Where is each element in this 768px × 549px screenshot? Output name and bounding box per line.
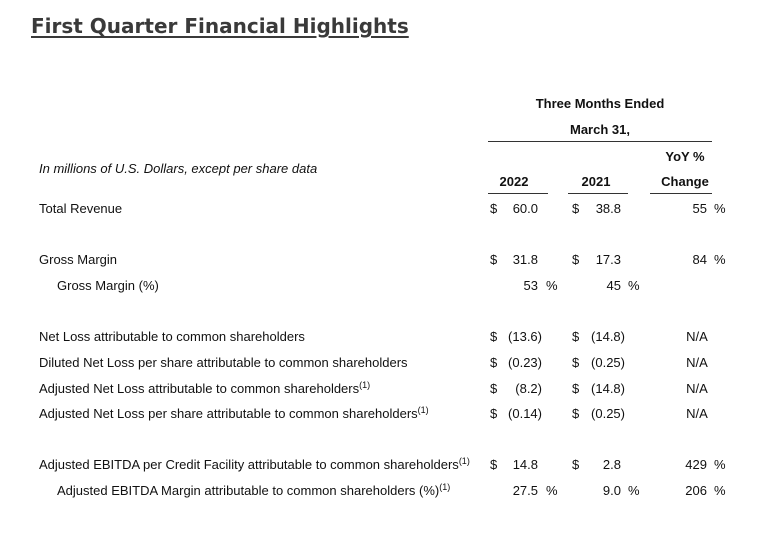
value-2021: 45 <box>606 278 621 293</box>
yoy-value: 55 <box>692 201 707 216</box>
percent-2022: % <box>546 483 558 498</box>
yoy-percent: % <box>714 201 726 216</box>
row-label-diluted-net-loss-per-share: Diluted Net Loss per share attributable to common shareholders <box>39 355 408 370</box>
footnote-marker: (1) <box>417 405 429 415</box>
value-2022: (8.2) <box>515 381 542 396</box>
currency-2022: $ <box>490 201 498 216</box>
currency-2022: $ <box>490 329 498 344</box>
currency-2021: $ <box>572 252 580 267</box>
value-2021: 9.0 <box>602 483 621 498</box>
yoy-header-line2: Change <box>661 174 709 189</box>
footnote-marker: (1) <box>458 456 470 466</box>
value-2021: 38.8 <box>595 201 621 216</box>
percent-2021: % <box>628 278 640 293</box>
yoy-header-line1: YoY % <box>665 149 705 164</box>
yoy-value: 429 <box>685 457 707 472</box>
value-2022: (0.14) <box>508 406 542 421</box>
currency-2021: $ <box>572 355 580 370</box>
value-2021: 2.8 <box>602 457 621 472</box>
row-label-gross-margin-pct: Gross Margin (%) <box>57 278 159 293</box>
column-header-2021: 2021 <box>581 174 611 189</box>
yoy-value: N/A <box>686 406 708 421</box>
period-header-line1: Three Months Ended <box>535 96 665 111</box>
yoy-value: 84 <box>692 252 707 267</box>
column-rule-2021 <box>568 193 628 194</box>
currency-2022: $ <box>490 355 498 370</box>
yoy-value: N/A <box>686 329 708 344</box>
row-label-adjusted-net-loss: Adjusted Net Loss attributable to common shareholders$^{(1)}$ <box>39 380 371 396</box>
row-label-net-loss: Net Loss attributable to common shareholders <box>39 329 305 344</box>
currency-2022: $ <box>490 406 498 421</box>
value-2022: 14.8 <box>512 457 538 472</box>
value-2022: 27.5 <box>512 483 538 498</box>
value-2021: (14.8) <box>591 381 625 396</box>
yoy-percent: % <box>714 457 726 472</box>
currency-2021: $ <box>572 381 580 396</box>
period-header-rule <box>488 141 712 142</box>
footnote-marker: (1) <box>359 380 371 390</box>
value-2021: 17.3 <box>595 252 621 267</box>
footnote-marker: (1) <box>439 482 451 492</box>
currency-2022: $ <box>490 457 498 472</box>
row-label-adjusted-net-loss-per-share: Adjusted Net Loss per share attributable to common shareholders$^{(1)}$ <box>39 405 429 421</box>
units-note: In millions of U.S. Dollars, except per share data <box>39 161 318 176</box>
percent-2022: % <box>546 278 558 293</box>
value-2022: 60.0 <box>512 201 538 216</box>
value-2021: (0.25) <box>591 355 625 370</box>
currency-2022: $ <box>490 252 498 267</box>
yoy-value: N/A <box>686 381 708 396</box>
yoy-value: 206 <box>685 483 707 498</box>
currency-2022: $ <box>490 381 498 396</box>
value-2022: (13.6) <box>508 329 542 344</box>
value-2022: (0.23) <box>508 355 542 370</box>
percent-2021: % <box>628 483 640 498</box>
yoy-value: N/A <box>686 355 708 370</box>
currency-2021: $ <box>572 406 580 421</box>
row-label-total-revenue: Total Revenue <box>39 201 123 216</box>
value-2022: 53 <box>523 278 538 293</box>
currency-2021: $ <box>572 329 580 344</box>
yoy-percent: % <box>714 252 726 267</box>
column-header-2022: 2022 <box>499 174 529 189</box>
row-label-adjusted-ebitda-margin: Adjusted EBITDA Margin attributable to common shareholders (%)$^{(1)}$ <box>57 482 451 498</box>
column-rule-yoy <box>650 193 712 194</box>
yoy-percent: % <box>714 483 726 498</box>
currency-2021: $ <box>572 201 580 216</box>
currency-2021: $ <box>572 457 580 472</box>
row-label-adjusted-ebitda: Adjusted EBITDA per Credit Facility attributable to common shareholders$^{(1)}$ <box>39 456 470 472</box>
value-2022: 31.8 <box>512 252 538 267</box>
period-header-line2: March 31, <box>570 122 630 137</box>
page-title: First Quarter Financial Highlights <box>31 14 409 38</box>
value-2021: (14.8) <box>591 329 625 344</box>
value-2021: (0.25) <box>591 406 625 421</box>
column-rule-2022 <box>488 193 548 194</box>
row-label-gross-margin: Gross Margin <box>39 252 118 267</box>
